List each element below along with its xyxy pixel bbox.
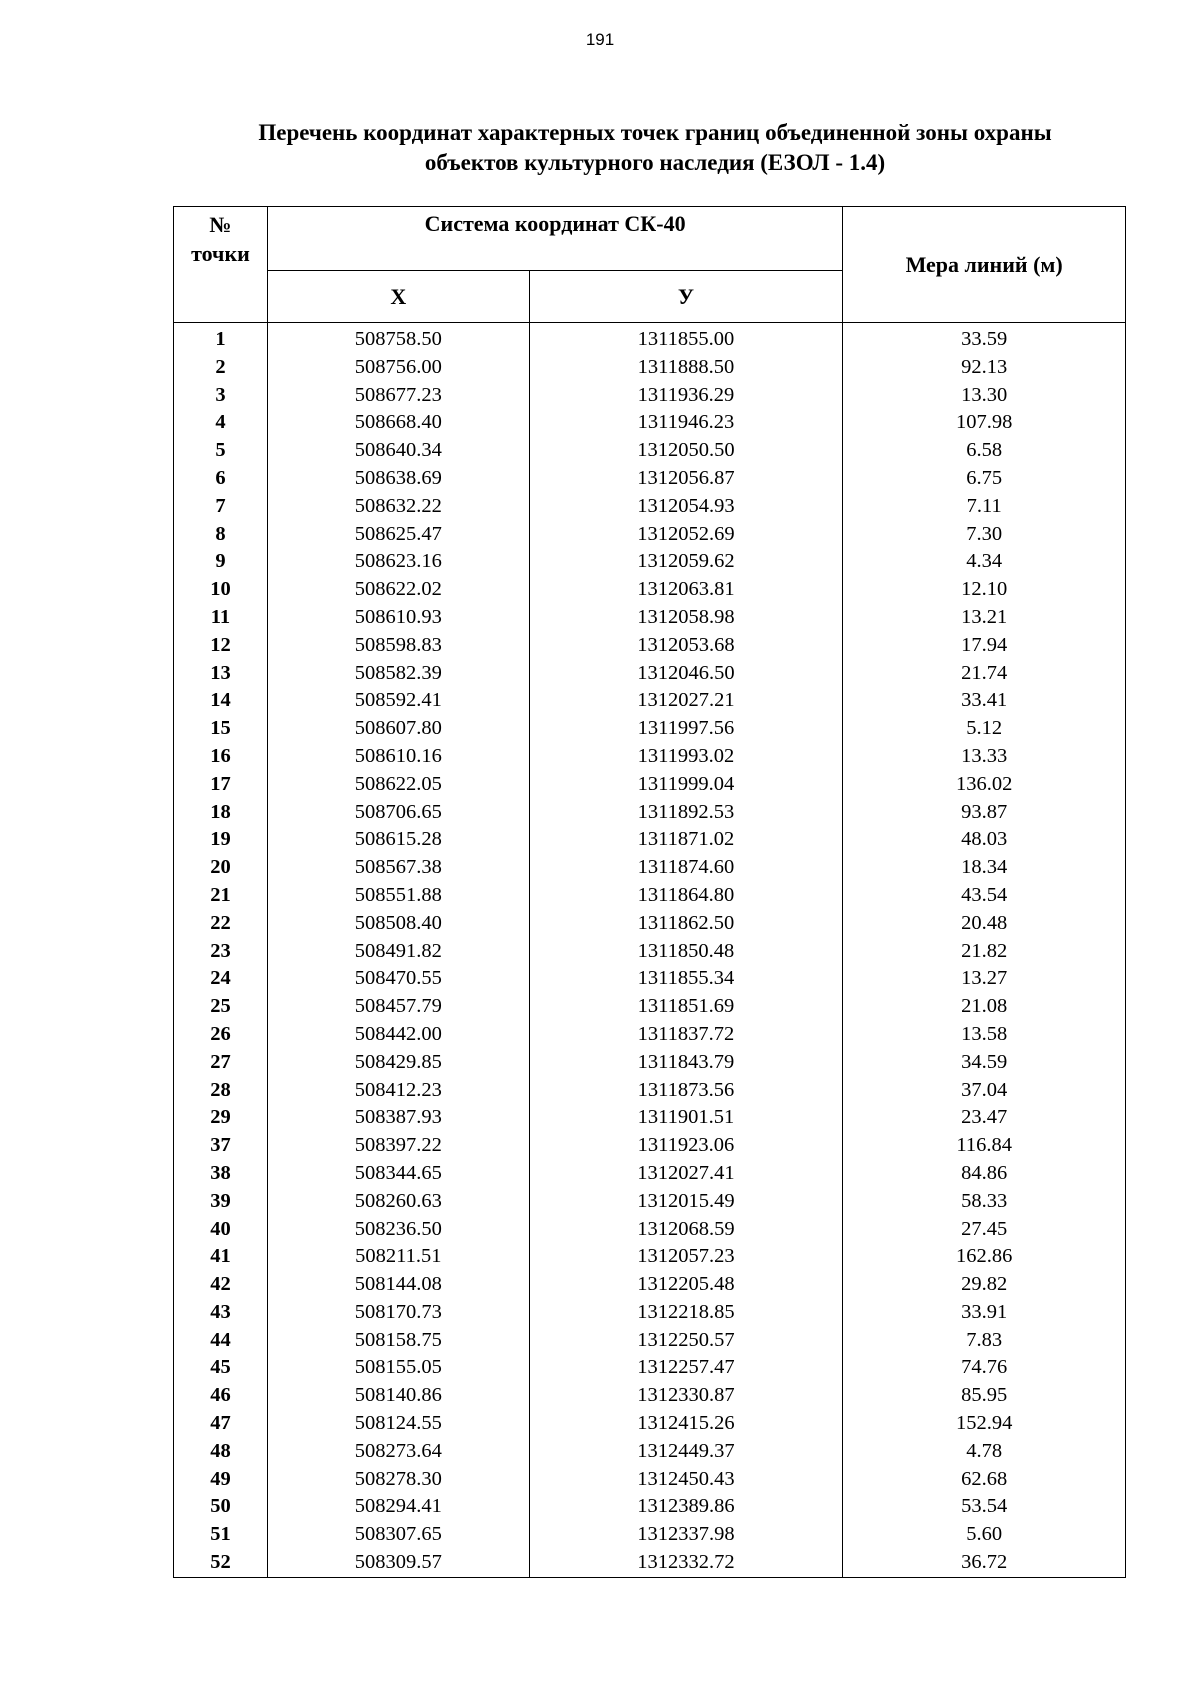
table-row [174, 938, 1126, 966]
point-number-cell: 41 [174, 1243, 268, 1271]
point-number-cell: 44 [174, 1327, 268, 1355]
line-measure-cell: 48.03 [843, 826, 1126, 854]
y-coordinate-cell: 1311843.79 [529, 1049, 843, 1077]
y-coordinate-cell: 1312330.87 [529, 1382, 843, 1410]
x-coordinate-cell: 508158.75 [267, 1327, 529, 1355]
header-x: Х [267, 271, 529, 323]
table-row [174, 1216, 1126, 1244]
x-coordinate-cell: 508309.57 [267, 1549, 529, 1577]
table-header [174, 207, 1126, 323]
table-row [174, 1493, 1126, 1521]
x-coordinate-cell: 508429.85 [267, 1049, 529, 1077]
y-coordinate-cell: 1311923.06 [529, 1132, 843, 1160]
point-number-cell: 29 [174, 1104, 268, 1132]
line-measure-cell: 84.86 [843, 1160, 1126, 1188]
line-measure-cell: 116.84 [843, 1132, 1126, 1160]
table-row [174, 1104, 1126, 1132]
point-number-cell: 48 [174, 1438, 268, 1466]
header-y: У [529, 271, 843, 323]
point-number-cell: 11 [174, 604, 268, 632]
line-measure-cell: 6.58 [843, 437, 1126, 465]
y-coordinate-cell: 1311946.23 [529, 409, 843, 437]
y-coordinate-cell: 1312337.98 [529, 1521, 843, 1549]
table-row [174, 548, 1126, 576]
x-coordinate-cell: 508397.22 [267, 1132, 529, 1160]
y-coordinate-cell: 1312250.57 [529, 1327, 843, 1355]
x-coordinate-cell: 508677.23 [267, 382, 529, 410]
table-row [174, 1160, 1126, 1188]
line-measure-cell: 13.30 [843, 382, 1126, 410]
point-number-cell: 5 [174, 437, 268, 465]
y-coordinate-cell: 1312056.87 [529, 465, 843, 493]
point-number-cell: 17 [174, 771, 268, 799]
table-row [174, 437, 1126, 465]
line-measure-cell: 13.33 [843, 743, 1126, 771]
point-number-cell: 46 [174, 1382, 268, 1410]
x-coordinate-cell: 508592.41 [267, 687, 529, 715]
table-row [174, 576, 1126, 604]
point-number-cell: 10 [174, 576, 268, 604]
point-number-cell: 43 [174, 1299, 268, 1327]
point-number-cell: 9 [174, 548, 268, 576]
header-num-label: точки [191, 241, 250, 266]
title-line-2: объектов культурного наследия (ЕЗОЛ - 1.4) [424, 150, 886, 175]
point-number-cell: 6 [174, 465, 268, 493]
page-title [190, 118, 1120, 178]
line-measure-cell: 136.02 [843, 771, 1126, 799]
y-coordinate-cell: 1311851.69 [529, 993, 843, 1021]
x-coordinate-cell: 508610.16 [267, 743, 529, 771]
x-coordinate-cell: 508508.40 [267, 910, 529, 938]
table-row [174, 826, 1126, 854]
header-line-measure: Мера линий (м) [843, 207, 1126, 323]
y-coordinate-cell: 1311837.72 [529, 1021, 843, 1049]
point-number-cell: 3 [174, 382, 268, 410]
x-coordinate-cell: 508140.86 [267, 1382, 529, 1410]
x-coordinate-cell: 508640.34 [267, 437, 529, 465]
line-measure-cell: 18.34 [843, 854, 1126, 882]
y-coordinate-cell: 1311874.60 [529, 854, 843, 882]
x-coordinate-cell: 508622.02 [267, 576, 529, 604]
x-coordinate-cell: 508412.23 [267, 1077, 529, 1105]
point-number-cell: 24 [174, 965, 268, 993]
y-coordinate-cell: 1312218.85 [529, 1299, 843, 1327]
y-coordinate-cell: 1312205.48 [529, 1271, 843, 1299]
y-coordinate-cell: 1311855.34 [529, 965, 843, 993]
table-row [174, 323, 1126, 354]
x-coordinate-cell: 508170.73 [267, 1299, 529, 1327]
point-number-cell: 39 [174, 1188, 268, 1216]
point-number-cell: 47 [174, 1410, 268, 1438]
table-row [174, 1021, 1126, 1049]
x-coordinate-cell: 508294.41 [267, 1493, 529, 1521]
line-measure-cell: 36.72 [843, 1549, 1126, 1577]
y-coordinate-cell: 1311888.50 [529, 354, 843, 382]
y-coordinate-cell: 1312332.72 [529, 1549, 843, 1577]
line-measure-cell: 27.45 [843, 1216, 1126, 1244]
line-measure-cell: 92.13 [843, 354, 1126, 382]
table-row [174, 687, 1126, 715]
table-row [174, 1521, 1126, 1549]
table-row [174, 1438, 1126, 1466]
point-number-cell: 13 [174, 660, 268, 688]
table-row [174, 382, 1126, 410]
header-num-sign: № [209, 212, 232, 237]
line-measure-cell: 23.47 [843, 1104, 1126, 1132]
table-row [174, 1410, 1126, 1438]
point-number-cell: 1 [174, 323, 268, 354]
y-coordinate-cell: 1311864.80 [529, 882, 843, 910]
x-coordinate-cell: 508344.65 [267, 1160, 529, 1188]
table-row [174, 1077, 1126, 1105]
x-coordinate-cell: 508668.40 [267, 409, 529, 437]
y-coordinate-cell: 1311936.29 [529, 382, 843, 410]
table-row [174, 1049, 1126, 1077]
y-coordinate-cell: 1312063.81 [529, 576, 843, 604]
y-coordinate-cell: 1312052.69 [529, 521, 843, 549]
table-row [174, 882, 1126, 910]
x-coordinate-cell: 508567.38 [267, 854, 529, 882]
y-coordinate-cell: 1312058.98 [529, 604, 843, 632]
x-coordinate-cell: 508273.64 [267, 1438, 529, 1466]
y-coordinate-cell: 1311892.53 [529, 799, 843, 827]
x-coordinate-cell: 508260.63 [267, 1188, 529, 1216]
table-row [174, 1382, 1126, 1410]
y-coordinate-cell: 1311999.04 [529, 771, 843, 799]
point-number-cell: 28 [174, 1077, 268, 1105]
x-coordinate-cell: 508236.50 [267, 1216, 529, 1244]
point-number-cell: 16 [174, 743, 268, 771]
table-row [174, 910, 1126, 938]
x-coordinate-cell: 508491.82 [267, 938, 529, 966]
x-coordinate-cell: 508387.93 [267, 1104, 529, 1132]
x-coordinate-cell: 508442.00 [267, 1021, 529, 1049]
line-measure-cell: 43.54 [843, 882, 1126, 910]
table-row [174, 1132, 1126, 1160]
page-number: 191 [585, 30, 615, 49]
line-measure-cell: 21.08 [843, 993, 1126, 1021]
line-measure-cell: 85.95 [843, 1382, 1126, 1410]
point-number-cell: 18 [174, 799, 268, 827]
line-measure-cell: 33.41 [843, 687, 1126, 715]
table-row [174, 632, 1126, 660]
line-measure-cell: 21.74 [843, 660, 1126, 688]
line-measure-cell: 13.21 [843, 604, 1126, 632]
table-row [174, 465, 1126, 493]
point-number-cell: 4 [174, 409, 268, 437]
y-coordinate-cell: 1312389.86 [529, 1493, 843, 1521]
point-number-cell: 37 [174, 1132, 268, 1160]
table-row [174, 1354, 1126, 1382]
y-coordinate-cell: 1312257.47 [529, 1354, 843, 1382]
x-coordinate-cell: 508622.05 [267, 771, 529, 799]
table-row [174, 493, 1126, 521]
table-row [174, 409, 1126, 437]
point-number-cell: 23 [174, 938, 268, 966]
table-row [174, 743, 1126, 771]
line-measure-cell: 4.34 [843, 548, 1126, 576]
line-measure-cell: 74.76 [843, 1354, 1126, 1382]
header-point-number [174, 207, 268, 323]
y-coordinate-cell: 1311850.48 [529, 938, 843, 966]
x-coordinate-cell: 508307.65 [267, 1521, 529, 1549]
table-row [174, 771, 1126, 799]
x-coordinate-cell: 508615.28 [267, 826, 529, 854]
point-number-cell: 20 [174, 854, 268, 882]
point-number-cell: 52 [174, 1549, 268, 1577]
line-measure-cell: 4.78 [843, 1438, 1126, 1466]
y-coordinate-cell: 1311873.56 [529, 1077, 843, 1105]
point-number-cell: 49 [174, 1466, 268, 1494]
point-number-cell: 25 [174, 993, 268, 1021]
header-coordinate-system: Система координат СК-40 [267, 207, 842, 271]
point-number-cell: 19 [174, 826, 268, 854]
y-coordinate-cell: 1311862.50 [529, 910, 843, 938]
x-coordinate-cell: 508124.55 [267, 1410, 529, 1438]
line-measure-cell: 7.30 [843, 521, 1126, 549]
y-coordinate-cell: 1312027.21 [529, 687, 843, 715]
x-coordinate-cell: 508623.16 [267, 548, 529, 576]
table-row [174, 1466, 1126, 1494]
x-coordinate-cell: 508625.47 [267, 521, 529, 549]
table-row [174, 715, 1126, 743]
line-measure-cell: 7.83 [843, 1327, 1126, 1355]
point-number-cell: 8 [174, 521, 268, 549]
table-row [174, 1327, 1126, 1355]
point-number-cell: 21 [174, 882, 268, 910]
x-coordinate-cell: 508632.22 [267, 493, 529, 521]
y-coordinate-cell: 1311997.56 [529, 715, 843, 743]
x-coordinate-cell: 508706.65 [267, 799, 529, 827]
coordinates-table [173, 206, 1126, 1578]
point-number-cell: 42 [174, 1271, 268, 1299]
table-row [174, 993, 1126, 1021]
point-number-cell: 15 [174, 715, 268, 743]
table-row [174, 1188, 1126, 1216]
y-coordinate-cell: 1312415.26 [529, 1410, 843, 1438]
line-measure-cell: 62.68 [843, 1466, 1126, 1494]
title-line-1: Перечень координат характерных точек границ объединенной зоны охраны [258, 120, 1052, 145]
table-row [174, 854, 1126, 882]
line-measure-cell: 33.91 [843, 1299, 1126, 1327]
y-coordinate-cell: 1312059.62 [529, 548, 843, 576]
y-coordinate-cell: 1312015.49 [529, 1188, 843, 1216]
line-measure-cell: 162.86 [843, 1243, 1126, 1271]
line-measure-cell: 53.54 [843, 1493, 1126, 1521]
point-number-cell: 22 [174, 910, 268, 938]
line-measure-cell: 13.58 [843, 1021, 1126, 1049]
line-measure-cell: 107.98 [843, 409, 1126, 437]
line-measure-cell: 33.59 [843, 323, 1126, 354]
table-row [174, 1549, 1126, 1577]
point-number-cell: 14 [174, 687, 268, 715]
y-coordinate-cell: 1311901.51 [529, 1104, 843, 1132]
line-measure-cell: 7.11 [843, 493, 1126, 521]
y-coordinate-cell: 1312027.41 [529, 1160, 843, 1188]
x-coordinate-cell: 508155.05 [267, 1354, 529, 1382]
point-number-cell: 51 [174, 1521, 268, 1549]
line-measure-cell: 29.82 [843, 1271, 1126, 1299]
x-coordinate-cell: 508756.00 [267, 354, 529, 382]
point-number-cell: 27 [174, 1049, 268, 1077]
line-measure-cell: 37.04 [843, 1077, 1126, 1105]
x-coordinate-cell: 508758.50 [267, 323, 529, 354]
table-row [174, 799, 1126, 827]
line-measure-cell: 6.75 [843, 465, 1126, 493]
x-coordinate-cell: 508607.80 [267, 715, 529, 743]
y-coordinate-cell: 1312053.68 [529, 632, 843, 660]
x-coordinate-cell: 508582.39 [267, 660, 529, 688]
line-measure-cell: 12.10 [843, 576, 1126, 604]
x-coordinate-cell: 508551.88 [267, 882, 529, 910]
table-row [174, 604, 1126, 632]
point-number-cell: 38 [174, 1160, 268, 1188]
y-coordinate-cell: 1312046.50 [529, 660, 843, 688]
y-coordinate-cell: 1312449.37 [529, 1438, 843, 1466]
point-number-cell: 7 [174, 493, 268, 521]
line-measure-cell: 5.12 [843, 715, 1126, 743]
y-coordinate-cell: 1312050.50 [529, 437, 843, 465]
x-coordinate-cell: 508610.93 [267, 604, 529, 632]
table-row [174, 660, 1126, 688]
point-number-cell: 45 [174, 1354, 268, 1382]
y-coordinate-cell: 1311993.02 [529, 743, 843, 771]
line-measure-cell: 5.60 [843, 1521, 1126, 1549]
line-measure-cell: 17.94 [843, 632, 1126, 660]
y-coordinate-cell: 1311871.02 [529, 826, 843, 854]
x-coordinate-cell: 508598.83 [267, 632, 529, 660]
point-number-cell: 2 [174, 354, 268, 382]
line-measure-cell: 21.82 [843, 938, 1126, 966]
x-coordinate-cell: 508278.30 [267, 1466, 529, 1494]
table-row [174, 1299, 1126, 1327]
line-measure-cell: 93.87 [843, 799, 1126, 827]
x-coordinate-cell: 508638.69 [267, 465, 529, 493]
table-row [174, 1271, 1126, 1299]
y-coordinate-cell: 1312057.23 [529, 1243, 843, 1271]
x-coordinate-cell: 508144.08 [267, 1271, 529, 1299]
line-measure-cell: 13.27 [843, 965, 1126, 993]
y-coordinate-cell: 1311855.00 [529, 323, 843, 354]
point-number-cell: 40 [174, 1216, 268, 1244]
line-measure-cell: 20.48 [843, 910, 1126, 938]
x-coordinate-cell: 508211.51 [267, 1243, 529, 1271]
point-number-cell: 50 [174, 1493, 268, 1521]
y-coordinate-cell: 1312450.43 [529, 1466, 843, 1494]
point-number-cell: 12 [174, 632, 268, 660]
y-coordinate-cell: 1312054.93 [529, 493, 843, 521]
table-body [174, 323, 1126, 1578]
point-number-cell: 26 [174, 1021, 268, 1049]
table-row [174, 1243, 1126, 1271]
line-measure-cell: 58.33 [843, 1188, 1126, 1216]
y-coordinate-cell: 1312068.59 [529, 1216, 843, 1244]
table-row [174, 521, 1126, 549]
table-row [174, 354, 1126, 382]
line-measure-cell: 34.59 [843, 1049, 1126, 1077]
x-coordinate-cell: 508457.79 [267, 993, 529, 1021]
x-coordinate-cell: 508470.55 [267, 965, 529, 993]
table-row [174, 965, 1126, 993]
line-measure-cell: 152.94 [843, 1410, 1126, 1438]
